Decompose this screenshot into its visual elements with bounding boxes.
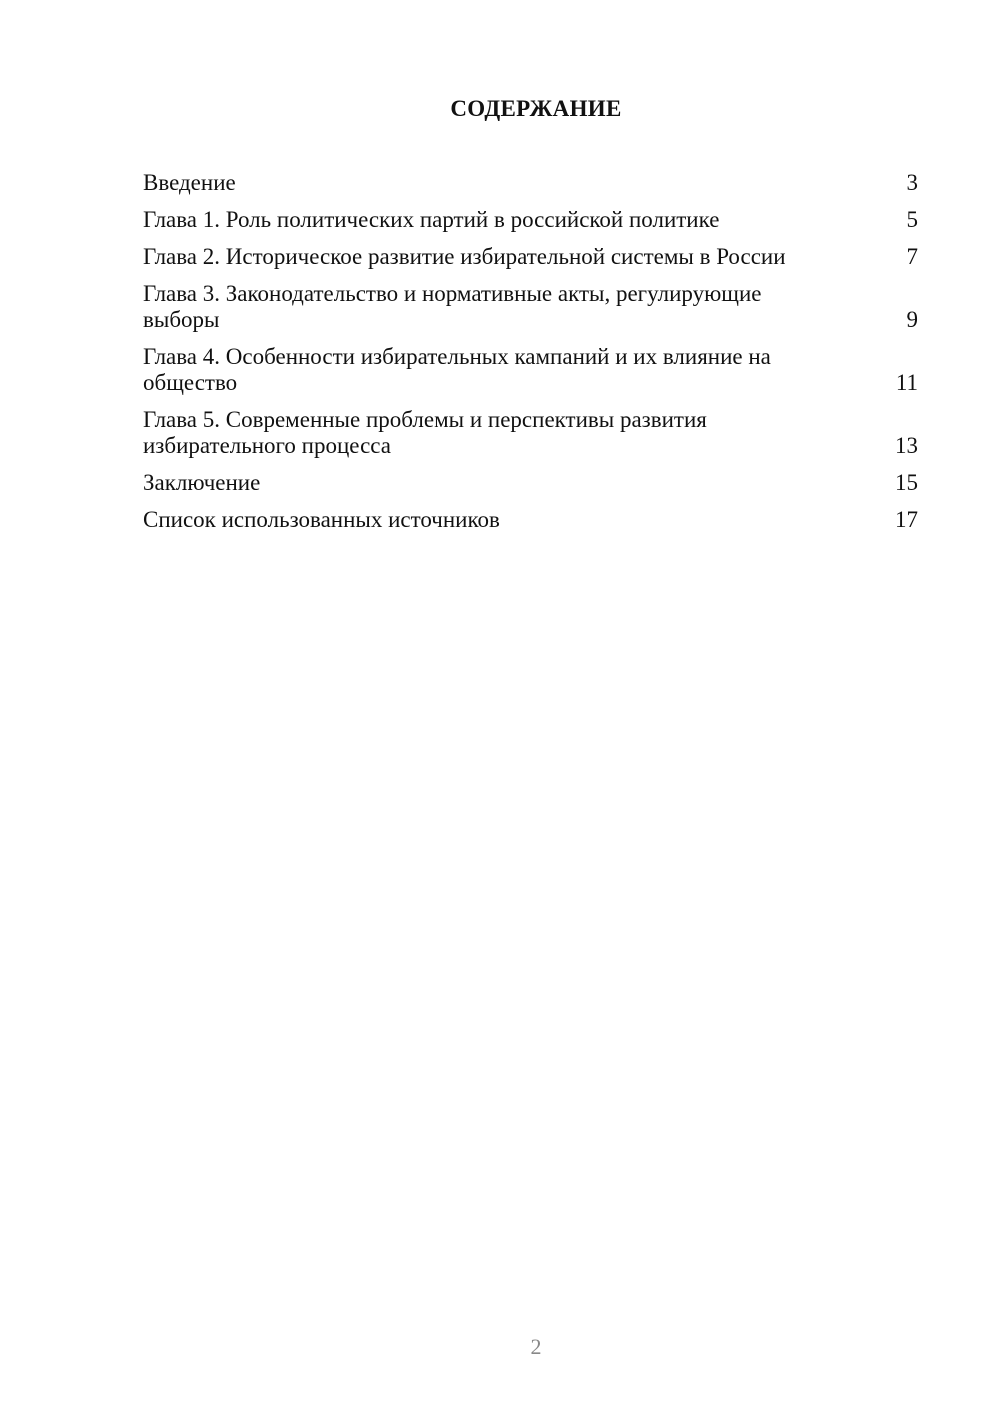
toc-entry-chapter-1: [143, 207, 918, 233]
toc-entry-title: Глава 3. Законодательство и нормативные акты, регулирующие выборы: [143, 281, 762, 332]
toc-entry-page: 15: [895, 470, 918, 495]
toc-entry-references: [143, 507, 918, 533]
toc-entry-page: 13: [895, 433, 918, 458]
toc-entry-introduction: [143, 170, 918, 196]
toc-entry-page: 3: [906, 170, 918, 195]
toc-entry-chapter-2: [143, 244, 918, 270]
table-of-contents: [143, 170, 918, 544]
toc-entry-page: 5: [906, 207, 918, 232]
toc-entry-chapter-4: [143, 344, 918, 396]
toc-heading: СОДЕРЖАНИЕ: [450, 96, 622, 121]
toc-entry-page: 11: [895, 370, 918, 395]
toc-entry-chapter-5: [143, 407, 918, 459]
toc-entry-title: Глава 4. Особенности избирательных кампаний и их влияние на общество: [143, 344, 771, 395]
toc-entry-page: 7: [906, 244, 918, 269]
toc-entry-title: Заключение: [143, 470, 261, 495]
page-number: 2: [530, 1334, 542, 1359]
toc-entry-title: Глава 1. Роль политических партий в российской политике: [143, 207, 720, 232]
toc-entry-page: 9: [906, 307, 918, 332]
toc-entry-title: Глава 5. Современные проблемы и перспективы развития избирательного процесса: [143, 407, 707, 458]
toc-entry-conclusion: [143, 470, 918, 496]
toc-entry-title: Список использованных источников: [143, 507, 500, 532]
toc-entry-title: Введение: [143, 170, 236, 195]
toc-entry-title: Глава 2. Историческое развитие избирательной системы в России: [143, 244, 786, 269]
toc-entry-chapter-3: [143, 281, 918, 333]
toc-entry-page: 17: [895, 507, 918, 532]
